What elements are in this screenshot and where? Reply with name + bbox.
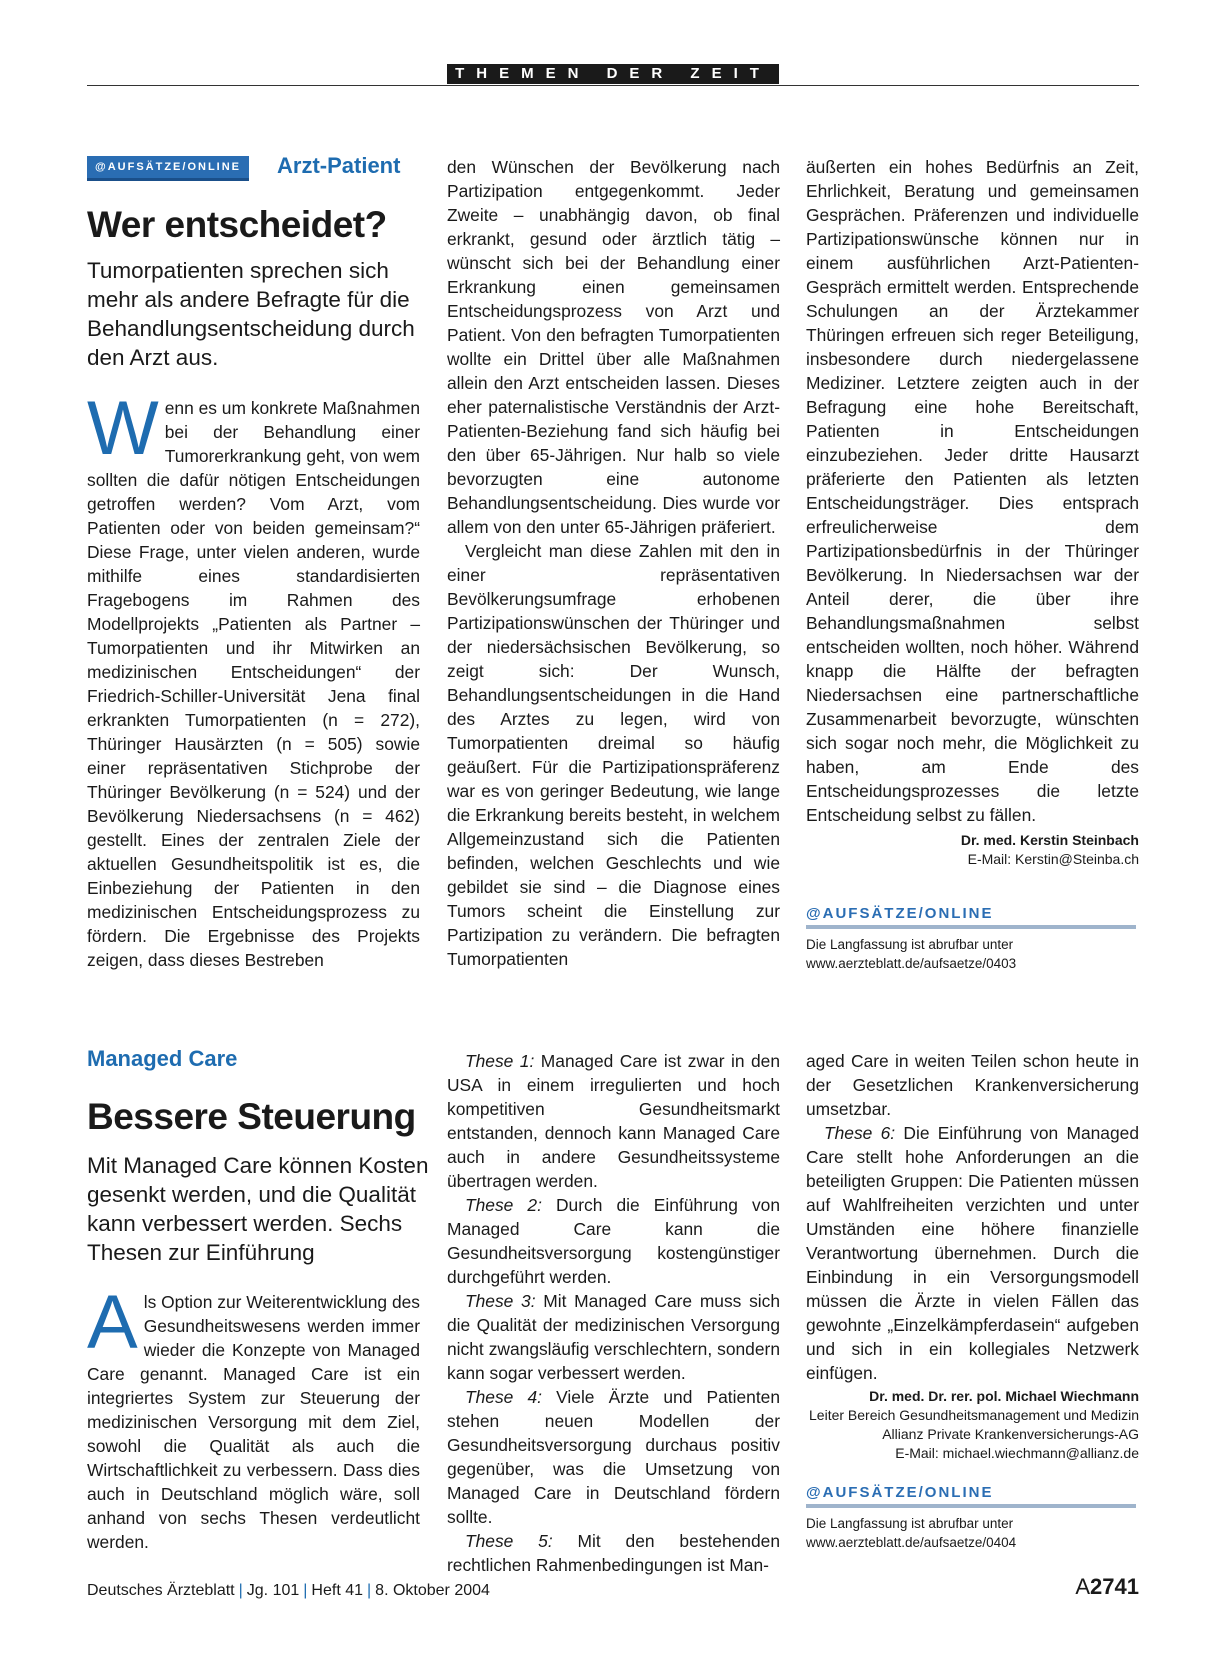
issue: Heft 41 — [311, 1582, 364, 1599]
these-4-label: These 4: — [465, 1387, 542, 1407]
these-6-label: These 6: — [824, 1123, 896, 1143]
these-4 — [447, 1385, 780, 1529]
article2-author: Dr. med. Dr. rer. pol. Michael Wiechmann — [869, 1388, 1139, 1404]
article2-column-1 — [87, 1280, 420, 1554]
these-3 — [447, 1289, 780, 1385]
page-number-value: 2741 — [1090, 1574, 1139, 1599]
article1-headline: Wer entscheidet? — [87, 204, 387, 245]
online-link[interactable]: www.aerzteblatt.de/aufsaetze/0403 — [806, 956, 1017, 971]
footer — [87, 1582, 490, 1600]
these-6-text: Die Einführung von Managed Care stellt hohe Anforderungen an die beteiligten Gruppen: Die Patienten müssen auf Wahlfreiheiten verzichten und unter Umständen eine höhere finanzielle Verantwortung übernehmen. Durch die Einbindung in ein Versorgungsmodell müssen die Ärzte in vielen Fällen das gewohnte „Einzelkämpferdasein“ aufgeben und sich in ein kollegiales Netzwerk einfügen. — [806, 1123, 1139, 1383]
date: 8. Oktober 2004 — [375, 1582, 490, 1599]
these-2-text: Durch die Einführung von Managed Care kann die Gesundheitsversorgung kostengünstiger durchgeführt werden. — [447, 1195, 780, 1287]
online-text — [806, 1514, 1136, 1552]
dropcap: A — [87, 1280, 138, 1365]
these-2 — [447, 1193, 780, 1289]
article2-email[interactable]: E-Mail: michael.wiechmann@allianz.de — [895, 1445, 1139, 1461]
these-1-label: These 1: — [465, 1051, 535, 1071]
dropcap: W — [87, 386, 159, 471]
article2-column-2 — [447, 1049, 780, 1577]
article2-affiliation-2: Allianz Private Krankenversicherungs-AG — [882, 1426, 1139, 1442]
online-line1: Die Langfassung ist abrufbar unter — [806, 937, 1014, 952]
these-3-text: Mit Managed Care muss sich die Qualität der medizinischen Versorgung nicht zwangsläufig verschlechtern, sondern kann sogar verbessert werden. — [447, 1291, 781, 1383]
article2-body-3: aged Care in weiten Teilen schon heute in der Gesetzlichen Krankenversicherung umsetzbar. — [806, 1051, 1139, 1119]
article1-body-2: den Wünschen der Bevölkerung nach Partizipation entgegenkommt. Jeder Zweite – unabhängig davon, ob final erkrankt, gesund oder ärztlich tätig – wünscht sich bei der Behandlung einer Erkrankung einen gemeinsamen Entscheidungsprozess von Arzt und Patient. Von den befragten Tumorpatienten wollte ein Drittel über alle Maßnahmen allein den Arzt entscheiden lassen. Dieses eher paternalistische Verständnis der Arzt-Patienten-Beziehung fand sich häufig bei den über 65-Jährigen. Nur halb so viele bevorzugten eine autonome Behandlungsentscheidung. Dies wurde vor allem von den unter 65-Jährigen präferiert. — [447, 157, 780, 537]
these-1 — [447, 1049, 780, 1193]
article1-online-box — [806, 905, 1136, 973]
article1-body-4: äußerten ein hohes Bedürfnis an Zeit, Ehrlichkeit, Beratung und gemeinsamen Gesprächen. Präferenzen und individuelle Partizipationswünsche können nur in einem ausführlichen Arzt-Patienten-Gespräch ermittelt werden. Entsprechende Schulungen an der Ärztekammer Thüringen erfreuen sich reger Beteiligung, insbesondere durch niedergelassene Mediziner. Letztere zeigten auch in der Befragung eine hohe Bereitschaft, Patienten in Entscheidungen einzubeziehen. Jeder dritte Hausarzt präferierte den Patienten als letzten Entscheidungsträger. Dies entsprach erfreulicherweise dem Partizipationsbedürfnis in der Thüringer Bevölkerung. In Niedersachsen war der Anteil derer, die über ihre Behandlungsmaßnahmen selbst entscheiden wollten, noch höher. Während knapp die Hälfte der befragten Niedersachsen eine partnerschaftliche Zusammenarbeit bevorzugte, wünschten sich sogar noch mehr, die Möglichkeit zu haben, am Ende des Entscheidungsprozesses die letzte Entscheidung selbst zu fällen. — [806, 157, 1139, 825]
header-rule — [87, 85, 1139, 86]
these-5-label: These 5: — [465, 1531, 553, 1551]
article1-subhead: Tumorpatienten sprechen sich mehr als andere Befragte für die Behandlungsentscheidung durch den Arzt aus. — [87, 258, 415, 370]
page-prefix: A — [1075, 1574, 1091, 1599]
these-5 — [447, 1529, 780, 1577]
article1-body-1: enn es um konkrete Maßnahmen bei der Behandlung einer Tumorerkrankung geht, von wem sollten die dafür nötigen Entscheidungen getroffen werden? Vom Arzt, vom Patienten oder von beiden gemeinsam?“ Diese Frage, unter vielen anderen, wurde mithilfe eines standardisierten Fragebogens im Rahmen des Modellprojekts „Patienten als Partner – Tumorpatienten und ihr Mitwirken an medizinischen Entscheidungen“ der Friedrich-Schiller-Universität Jena final erkrankten Tumorpatienten (n = 272), Thüringer Hausärzten (n = 505) sowie einer repräsentativen Stichprobe der Thüringer Bevölkerung (n = 524) und der Bevölkerung Niedersachsens (n = 462) gestellt. Eines der zentralen Ziele der aktuellen Gesundheitspolitik ist es, die Einbeziehung der Patienten in den medizinischen Entscheidungsprozess zu fördern. Die Ergebnisse des Projekts zeigen, dass dieses Bestreben — [87, 398, 420, 970]
article1-email[interactable]: E-Mail: Kerstin@Steinba.ch — [967, 851, 1139, 867]
online-tag[interactable]: @AUFSÄTZE/ONLINE — [806, 1484, 1136, 1508]
these-3-label: These 3: — [465, 1291, 536, 1311]
article1-signature — [806, 831, 1139, 869]
online-badge[interactable]: @AUFSÄTZE/ONLINE — [87, 156, 249, 181]
article2-column-3 — [806, 1049, 1139, 1463]
online-tag[interactable]: @AUFSÄTZE/ONLINE — [806, 905, 1136, 929]
these-2-label: These 2: — [465, 1195, 542, 1215]
article1-column-3 — [806, 155, 1139, 869]
footer-separator: | — [367, 1582, 372, 1599]
article2-signature — [806, 1387, 1139, 1463]
these-6 — [806, 1121, 1139, 1385]
article1-author: Dr. med. Kerstin Steinbach — [960, 832, 1139, 848]
article1-column-2 — [447, 155, 780, 971]
article2-subhead: Mit Managed Care können Kosten gesenkt werden, und die Qualität kann verbessert werden. Sechs Thesen zur Einführung — [87, 1153, 429, 1265]
online-text — [806, 935, 1136, 973]
these-4-text: Viele Ärzte und Patienten stehen neuen Modellen der Gesundheitsversorgung durchaus positiv gegenüber, was die Umsetzung von Managed Care in Deutschland fördern sollte. — [447, 1387, 780, 1527]
footer-separator: | — [303, 1582, 308, 1599]
article2-online-box — [806, 1484, 1136, 1552]
online-line1: Die Langfassung ist abrufbar unter — [806, 1516, 1014, 1531]
section-label: THEMEN DER ZEIT — [447, 64, 779, 84]
article1-kicker: Arzt-Patient — [277, 153, 401, 178]
article1-column-1 — [87, 386, 420, 972]
these-5-text: Mit den bestehenden rechtlichen Rahmenbedingungen ist Man- — [447, 1531, 780, 1575]
volume: Jg. 101 — [246, 1582, 300, 1599]
online-link[interactable]: www.aerzteblatt.de/aufsaetze/0404 — [806, 1535, 1017, 1550]
article1-body-3: Vergleicht man diese Zahlen mit den in einer repräsentativen Bevölkerungsumfrage erhobenen Partizipationswünschen der Thüringer und der niedersächsischen Bevölkerung, so zeigt sich: Der Wunsch, Behandlungsentscheidungen in die Hand des Arztes zu legen, wird von Tumorpatienten dreimal so häufig geäußert. Für die Partizipationspräferenz war es von geringer Bedeutung, wie lange die Erkrankung bereits besteht, in welchem Allgemeinzustand sich die Patienten befinden, welchen Geschlechts und wie gebildet sie sind – die Diagnose eines Tumors scheint die Einstellung zur Partizipation zu verändern. Die befragten Tumorpatienten — [447, 541, 780, 969]
these-1-text: Managed Care ist zwar in den USA in einem irregulierten und hoch kompetitiven Gesundheitsmarkt entstanden, dennoch kann Managed Care auch in andere Gesundheitssysteme übertragen werden. — [447, 1051, 780, 1191]
article2-headline: Bessere Steuerung — [87, 1096, 416, 1137]
footer-separator: | — [238, 1582, 243, 1599]
journal-name: Deutsches Ärzteblatt — [87, 1582, 235, 1599]
page-number — [1075, 1574, 1139, 1600]
article2-affiliation-1: Leiter Bereich Gesundheitsmanagement und Medizin — [809, 1407, 1139, 1423]
article2-kicker: Managed Care — [87, 1046, 238, 1071]
article2-body-1: ls Option zur Weiterentwicklung des Gesundheitswesens werden immer wieder die Konzepte von Managed Care genannt. Managed Care ist ein integriertes System zur Steuerung der medizinischen Versorgung mit dem Ziel, sowohl die Qualität als auch die Wirtschaftlichkeit zu verbessern. Dass dies auch in Deutschland möglich wäre, soll anhand von sechs Thesen verdeutlicht werden. — [87, 1292, 420, 1552]
